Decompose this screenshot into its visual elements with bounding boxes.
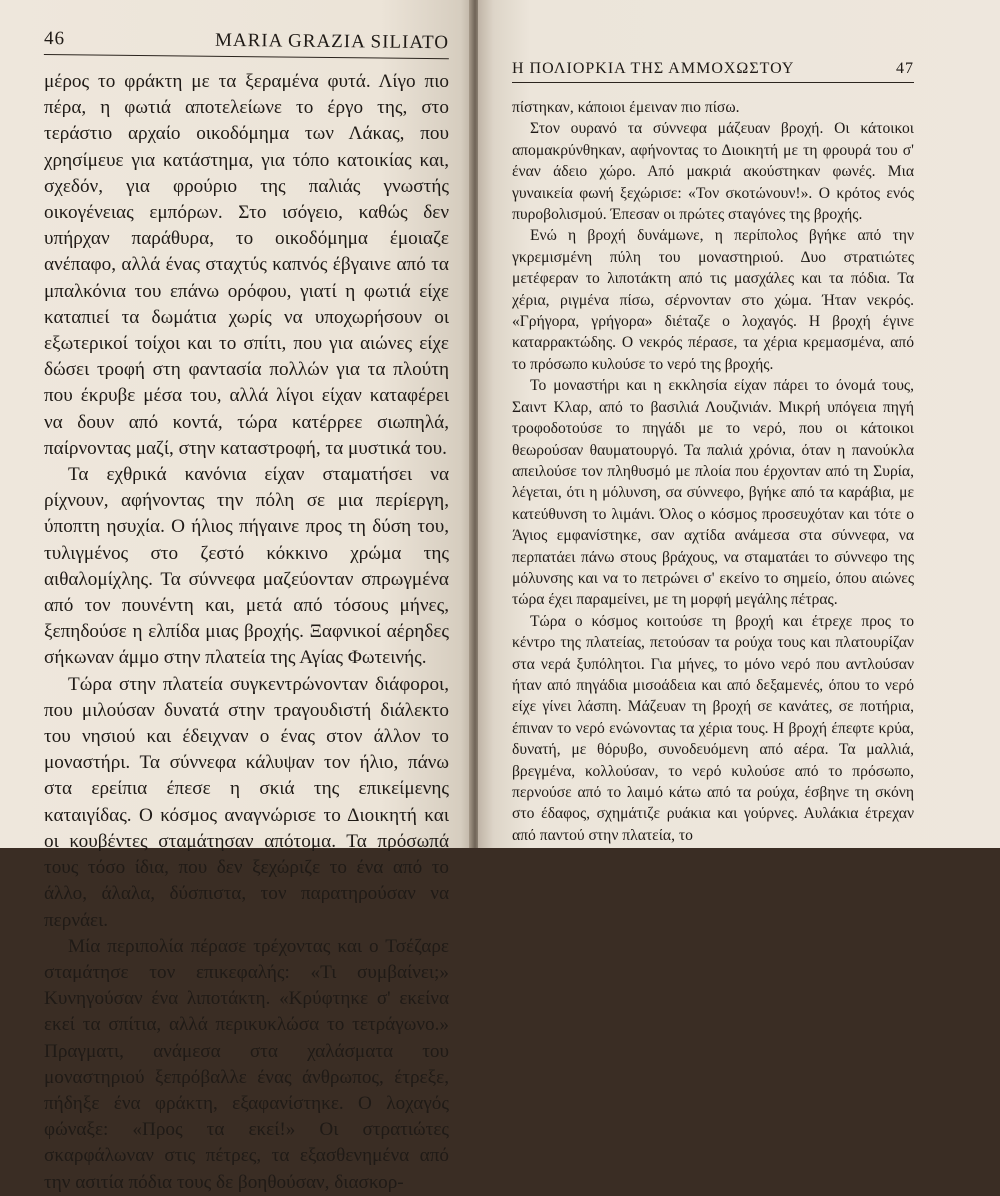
left-paragraph-4: Μία περιπολία πέρασε τρέχοντας και ο Τσέζαρε σταμάτησε τον επικεφαλής: «Τι συμβαίνει;» Κυνηγούσαν ένα λιποτάκτη. «Κρύφτηκε σ' εκείνα εκεί τα σπίτια, αλλά περικυκλώσα το τετράγωνο.» Πραγματι, ανάμεσα στα χαλάσματα του μοναστηριού ξεπρόβαλλε ένας άνθρωπος, έτρεξε, πήδηξε ένα φράκτη, εξαφανίστηκε. Ο λοχαγός φώναξε: «Προς τα εκεί!» Οι στρατιώτες σκαρφάλωναν στις πέτρες, τα εξασθενημένα από την ασιτία πόδια τους δε βοηθούσαν, διασκορ- bbox=[44, 935, 449, 1193]
left-page-number: 46 bbox=[43, 28, 66, 50]
left-page-body bbox=[44, 69, 449, 1196]
right-paragraph-2: Στον ουρανό τα σύννεφα μάζευαν βροχή. Οι κάτοικοι απομακρύνθηκαν, αφήνοντας το Διοικητή με τη φρουρά του σ' έναν άδειο χώρο. Από μακριά ακούστηκαν φωνές. Μια γυναικεία φωνή ξεχώρισε: «Τον σκοτώνουν!». Ο κρότος ενός πυροβολισμού. Έπεσαν οι πρώτες σταγόνες της βροχής. bbox=[512, 120, 914, 224]
right-page bbox=[478, 0, 1000, 848]
left-paragraph-3: Τώρα στην πλατεία συγκεντρώνονταν διάφοροι, που μιλούσαν δυνατά στην τραγουδιστή διάλεκτο του νησιού και έδειχναν ο ένας στον άλλον το μοναστήρι. Τα σύννεφα κάλυψαν τον ήλιο, πάνω στα ερείπια έπεσε η σκιά της επικείμενης καταιγίδας. Ο κόσμος αναγνώρισε το Διοικητή και οι κουβέντες σταμάτησαν απότομα. Τα πρόσωπά τους τόσο ίδια, που δεν ξεχώριζε το ένα από το άλλο, άλαλα, δύσπιστα, τον παρατηρούσαν να περνάει. bbox=[44, 673, 449, 931]
right-paragraph-4: Το μοναστήρι και η εκκλησία είχαν πάρει το όνομά τους, Σαιντ Κλαρ, από το βασιλιά Λουζινιάν. Μικρή υπόγεια πηγή τροφοδοτούσε το πηγάδι με το νερό, που οι κάτοικοι θεωρούσαν θαυματουργό. Τα παλιά χρόνια, όταν η πανούκλα απειλούσε τον πληθυσμό με πλοία που έρχονταν από τη Συρία, λέγεται, ότι η μόλυνση, σα σύννεφο, βγήκε από τα καράβια, με κατεύθυνση το λιμάνι. Όλος ο κόσμος προσευχόταν και τότε ο Άγιος εμφανίστηκε, σαν αχτίδα ανάμεσα στα σύννεφα, να περπατάει πάνω στους βράχους, να σταματάει το σύννεφο της μόλυνσης και να το πετρώνει σ' εκείνο το σημείο, όπου αιώνες τώρα έχει παραμείνει, με τη μορφή μεγάλης πέτρας. bbox=[512, 377, 914, 609]
left-paragraph-2: Τα εχθρικά κανόνια είχαν σταματήσει να ρίχνουν, αφήνοντας την πόλη σε μια περίεργη, ύποπτη ησυχία. Ο ήλιος πήγαινε προς τη δύση του, τυλιγμένος στο ζεστό κόκκινο χρώμα της αιθαλομίχλης. Τα σύννεφα μαζεύονταν σπρωγμένα από τον πουνέντη και, μετά από τόσους μήνες, ξεπηδούσε η ελπίδα μιας βροχής. Ξαφνικοί αέρηδες σήκωναν άμμο στην πλατεία της Αγίας Φωτεινής. bbox=[44, 464, 449, 669]
right-page-body bbox=[512, 97, 914, 846]
right-paragraph-1: πίστηκαν, κάποιοι έμειναν πιο πίσω. bbox=[512, 99, 740, 116]
right-page-header bbox=[512, 60, 914, 83]
right-page-number: 47 bbox=[896, 60, 914, 77]
left-page-header bbox=[44, 28, 449, 59]
right-running-head: Η ΠΟΛΙΟΡΚΙΑ ΤΗΣ ΑΜΜΟΧΩΣΤΟΥ bbox=[512, 60, 795, 77]
left-page bbox=[0, 0, 475, 1193]
left-paragraph-1: μέρος το φράκτη με τα ξεραμένα φυτά. Λίγο πιο πέρα, η φωτιά αποτελείωνε το έργο της, στο τεράστιο αρχαίο οικοδόμημα των Λάκας, που χρησίμευε για κατάστημα, για τόπο κατοικίας και, σχεδόν, για φρούριο της παλιάς γνωστής οικογένειας εμπόρων. Στο ισόγειο, καθώς δεν υπήρχαν παράθυρα, το οικοδόμημα έμοιαζε ανέπαφο, αλλά ένας σταχτύς καπνός έβγαινε από τα μπαλκόνια του επάνω ορόφου, γιατί η φωτιά είχε καταπιεί τα δωμάτια χωρίς να υποχωρήσουν οι εξωτερικοί τοίχοι και το σπίτι, που για αιώνες είχε δώσει τροφή στη φαντασία πολλών για τα πλούτη που έκρυβε μέσα του, αλλά λίγοι είχαν καταφέρει να δουν από κοντά, τώρα κατέρρεε σιωπηλά, παίρνοντας μαζί, στην καταστροφή, τα μυστικά του. bbox=[44, 71, 449, 459]
right-paragraph-5: Τώρα ο κόσμος κοιτούσε τη βροχή και έτρεχε προς το κέντρο της πλατείας, πετούσαν τα ρούχα τους και πλατουρίζαν στα νερά ξυπόλητοι. Για μήνες, το μόνο νερό που αντλούσαν ήταν από πηγάδια μισοάδεια και από δεξαμενές, όπου το νερό είχε γίνει λάσπη. Μάζευαν τη βροχή σε κανάτες, σε ποτήρια, έπιναν το νερό ενώνοντας τα χέρια τους. Η βροχή έπεφτε κρύα, δυνατή, με θόρυβο, συνοδευόμενη από αέρα. Τα μαλλιά, βρεγμένα, κολλούσαν, το νερό κυλούσε από το πρόσωπο, περνούσε από το λαιμό κάτω από τα ρούχα, έσβηνε τη σκόνη στο έδαφος, σχημάτιζε ρυάκια και γούρνες. Αυλάκια έτρεχαν από παντού στην πλατεία, το bbox=[512, 612, 914, 844]
right-paragraph-3: Ενώ η βροχή δυνάμωνε, η περίπολος βγήκε από την γκρεμισμένη πύλη του μοναστηριού. Δυο στρατιώτες μετέφεραν το λιποτάκτη από τις μασχάλες και τα πόδια. Τα χέρια, ριγμένα πίσω, σέρνονταν στο χώμα. Ήταν νεκρός. «Γρήγορα, γρήγορα» διέταζε ο λοχαγός. Η βροχή έγινε καταρρακτώδης. Ο νεκρός πέρασε, τα χέρια κρεμασμένα, από το πρόσωπο κυλούσε το νερό της βροχής. bbox=[512, 227, 914, 373]
left-running-head: MARIA GRAZIA SILIATO bbox=[214, 29, 450, 54]
